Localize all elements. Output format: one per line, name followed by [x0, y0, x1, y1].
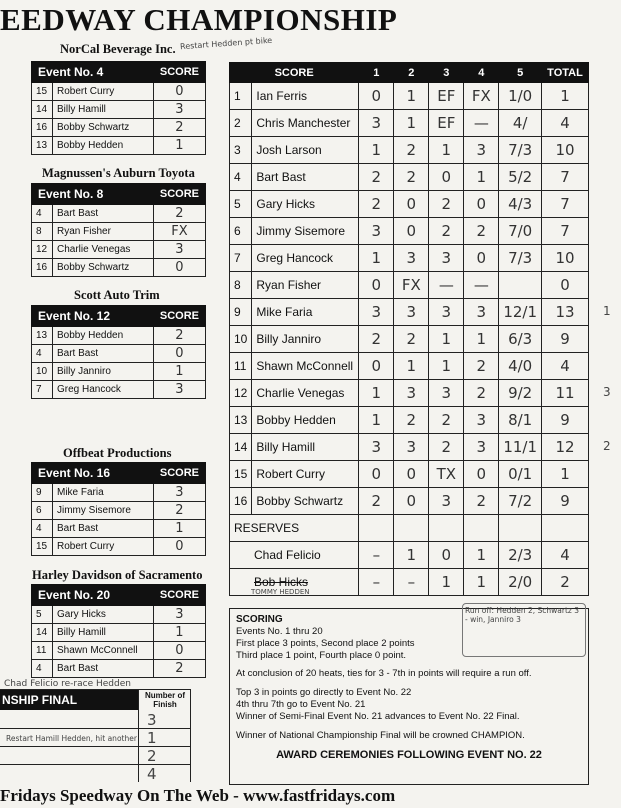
car-number: 4 — [32, 660, 53, 678]
heat-mark: 3 — [464, 299, 499, 326]
car-number: 16 — [32, 119, 53, 137]
table-row — [230, 110, 589, 137]
rider-name: Gary Hicks — [53, 606, 154, 624]
reserves-label: RESERVES — [230, 515, 359, 542]
scoring-line: Top 3 in points go directly to Event No. 22 — [236, 687, 412, 698]
heat-2-header: 2 — [394, 63, 429, 83]
table-row — [32, 205, 206, 223]
heat-mark: 4/0 — [499, 353, 542, 380]
rider-number: 12 — [230, 380, 252, 407]
score-mark: 0 — [153, 642, 205, 660]
heat-mark: 2 — [394, 164, 429, 191]
scoring-line: Winner of Semi-Final Event No. 21 advances to Event No. 22 Final. — [236, 711, 520, 722]
heat-mark: – — [394, 569, 429, 596]
rider-name: Billy Hamill — [53, 624, 154, 642]
finish-header: Number of Finish — [138, 690, 191, 711]
heat-mark: 0 — [359, 272, 394, 299]
total-mark: 4 — [542, 542, 589, 569]
heat-mark: 1 — [394, 542, 429, 569]
total-header: TOTAL — [542, 63, 589, 83]
heat-mark: 9/2 — [499, 380, 542, 407]
heat-mark: 2 — [464, 488, 499, 515]
table-row — [230, 218, 589, 245]
heat-mark: – — [359, 569, 394, 596]
car-number: 7 — [32, 381, 53, 399]
reserves-row — [230, 515, 589, 542]
rider-name: Billy Janniro — [252, 326, 359, 353]
table-row — [230, 407, 589, 434]
score-mark: 0 — [153, 83, 205, 101]
heat-mark: 0 — [464, 245, 499, 272]
heat-mark: 3 — [394, 434, 429, 461]
total-mark: 9 — [542, 407, 589, 434]
car-number: 11 — [32, 642, 53, 660]
heat-5-header: 5 — [499, 63, 542, 83]
table-row — [230, 245, 589, 272]
rider-name: Josh Larson — [252, 137, 359, 164]
rider-name: Bobby Hedden — [53, 327, 154, 345]
sponsor-event-16: Offbeat Productions — [63, 446, 172, 460]
rider-name: Bart Bast — [53, 520, 154, 538]
heat-mark: 6/3 — [499, 326, 542, 353]
heat-mark: 3 — [359, 299, 394, 326]
heat-mark: 1 — [359, 380, 394, 407]
table-row — [32, 520, 206, 538]
reserve-replacement-note: TOMMY HEDDEN — [251, 588, 310, 596]
rider-name: Greg Hancock — [252, 245, 359, 272]
finish-mark: 3 — [147, 711, 157, 729]
total-mark: 10 — [542, 245, 589, 272]
footer-url: Fridays Speedway On The Web - www.fastfridays.com — [0, 786, 396, 805]
heat-mark: 1 — [359, 245, 394, 272]
score-mark: 2 — [153, 502, 205, 520]
heat-mark: 1 — [429, 137, 464, 164]
rider-name: Mike Faria — [252, 299, 359, 326]
rider-name: Charlie Venegas — [252, 380, 359, 407]
sponsor-event-12: Scott Auto Trim — [74, 288, 160, 302]
table-row — [32, 259, 206, 277]
heat-mark: 0 — [359, 83, 394, 110]
scoring-line: Third place 1 point, Fourth place 0 point. — [236, 650, 407, 661]
rider-number: 7 — [230, 245, 252, 272]
rider-name: Ryan Fisher — [53, 223, 154, 241]
table-row — [230, 353, 589, 380]
heat-mark: 1 — [464, 542, 499, 569]
rider-number: 9 — [230, 299, 252, 326]
rider-name: Shawn McConnell — [252, 353, 359, 380]
heat-mark: 4/3 — [499, 191, 542, 218]
heat-3-header: 3 — [429, 63, 464, 83]
total-mark: 11 — [542, 380, 589, 407]
rider-name: Billy Hamill — [53, 101, 154, 119]
final-table — [0, 689, 191, 782]
total-mark: 9 — [542, 326, 589, 353]
score-mark: 0 — [153, 259, 205, 277]
event-16-table — [31, 462, 206, 556]
car-number: 9 — [32, 484, 53, 502]
sponsor-event-20: Harley Davidson of Sacramento — [32, 568, 203, 582]
heat-mark: 2 — [429, 218, 464, 245]
score-header: SCORE — [153, 306, 205, 327]
rider-number: 14 — [230, 434, 252, 461]
rider-number: 4 — [230, 164, 252, 191]
heat-mark: 0 — [394, 191, 429, 218]
total-mark: 10 — [542, 137, 589, 164]
table-row — [230, 137, 589, 164]
table-row — [230, 326, 589, 353]
heat-mark: 3 — [429, 380, 464, 407]
table-row — [230, 488, 589, 515]
table-row — [32, 363, 206, 381]
main-score-table — [229, 62, 589, 596]
finish-mark: 1 — [147, 729, 157, 747]
reserve-row — [230, 542, 589, 569]
rider-name: Billy Hamill — [252, 434, 359, 461]
heat-mark: 7/3 — [499, 137, 542, 164]
heat-mark: 3 — [464, 407, 499, 434]
side-position-mark: 2 — [603, 439, 611, 453]
score-header: SCORE — [153, 463, 205, 484]
rider-name: Bobby Hedden — [252, 407, 359, 434]
heat-mark: 0 — [464, 461, 499, 488]
car-number: 14 — [32, 624, 53, 642]
event-12-table — [31, 305, 206, 399]
rider-number: 15 — [230, 461, 252, 488]
score-mark: 0 — [153, 345, 205, 363]
heat-mark: 7/2 — [499, 488, 542, 515]
heat-mark: 12/1 — [499, 299, 542, 326]
score-mark: 3 — [153, 484, 205, 502]
score-mark: 1 — [153, 137, 205, 155]
score-header: SCORE — [153, 184, 205, 205]
table-row — [230, 434, 589, 461]
event-4-table — [31, 61, 206, 155]
rider-number: 16 — [230, 488, 252, 515]
total-mark: 13 — [542, 299, 589, 326]
heat-mark: 3 — [359, 110, 394, 137]
table-row — [230, 164, 589, 191]
score-mark: FX — [153, 223, 205, 241]
heat-mark: 2/3 — [499, 542, 542, 569]
heat-mark: EF — [429, 83, 464, 110]
car-number: 12 — [32, 241, 53, 259]
score-mark: 2 — [153, 660, 205, 678]
rider-name: Gary Hicks — [252, 191, 359, 218]
heat-mark: 7/0 — [499, 218, 542, 245]
heat-mark: 2 — [359, 164, 394, 191]
total-mark: 9 — [542, 488, 589, 515]
heat-mark: — — [429, 272, 464, 299]
table-row — [32, 381, 206, 399]
heat-mark: 1 — [429, 569, 464, 596]
heat-4-header: 4 — [464, 63, 499, 83]
total-mark: 12 — [542, 434, 589, 461]
scoring-line: 4th thru 7th go to Event No. 21 — [236, 699, 366, 710]
rider-name: Robert Curry — [252, 461, 359, 488]
total-mark: 2 — [542, 569, 589, 596]
score-mark: 3 — [153, 606, 205, 624]
heat-mark: 3 — [464, 137, 499, 164]
rider-name: Bart Bast — [53, 345, 154, 363]
heat-mark: 0/1 — [499, 461, 542, 488]
heat-mark: 1/0 — [499, 83, 542, 110]
rider-number: 10 — [230, 326, 252, 353]
total-mark: 1 — [542, 461, 589, 488]
score-mark: 0 — [153, 538, 205, 556]
rider-name: Ryan Fisher — [252, 272, 359, 299]
score-mark: 3 — [153, 381, 205, 399]
car-number: 4 — [32, 205, 53, 223]
table-row — [32, 642, 206, 660]
heat-mark: 2 — [429, 407, 464, 434]
table-row — [32, 624, 206, 642]
rider-name: Bart Bast — [53, 205, 154, 223]
heat-mark: EF — [429, 110, 464, 137]
reserve-name: Bob Hicks — [230, 569, 359, 596]
heat-mark: FX — [464, 83, 499, 110]
table-row — [230, 299, 589, 326]
score-mark: 2 — [153, 327, 205, 345]
total-mark: 1 — [542, 83, 589, 110]
heat-mark: 2/0 — [499, 569, 542, 596]
table-row — [230, 83, 589, 110]
car-number: 13 — [32, 327, 53, 345]
heat-mark: 3 — [394, 299, 429, 326]
table-row — [32, 223, 206, 241]
scoring-line: Events No. 1 thru 20 — [236, 626, 323, 637]
rider-number: 3 — [230, 137, 252, 164]
sponsor-event-4: NorCal Beverage Inc. — [60, 42, 176, 56]
heat-mark: 0 — [464, 191, 499, 218]
heat-mark: 2 — [464, 218, 499, 245]
rider-name: Robert Curry — [53, 538, 154, 556]
table-row — [32, 83, 206, 101]
rider-name: Mike Faria — [53, 484, 154, 502]
heat-mark: 1 — [429, 326, 464, 353]
side-position-mark: 3 — [603, 385, 611, 399]
score-mark: 3 — [153, 241, 205, 259]
rider-name: Bobby Schwartz — [252, 488, 359, 515]
heat-mark: — — [464, 110, 499, 137]
rider-name: Bobby Schwartz — [53, 259, 154, 277]
award-ceremonies: AWARD CEREMONIES FOLLOWING EVENT NO. 22 — [276, 749, 542, 761]
heat-mark: 0 — [429, 164, 464, 191]
heat-mark: 1 — [394, 353, 429, 380]
event-4-header: Event No. 4 — [32, 62, 154, 83]
heat-mark: 1 — [464, 164, 499, 191]
heat-mark: 0 — [359, 353, 394, 380]
rider-number: 11 — [230, 353, 252, 380]
heat-mark: 2 — [359, 191, 394, 218]
rider-number: 2 — [230, 110, 252, 137]
car-number: 15 — [32, 83, 53, 101]
heat-mark: 11/1 — [499, 434, 542, 461]
heat-mark: 3 — [359, 218, 394, 245]
heat-mark: 3 — [429, 488, 464, 515]
table-row — [230, 380, 589, 407]
side-position-mark: 1 — [603, 304, 611, 318]
reserve-name: Chad Felicio — [230, 542, 359, 569]
rider-name: Ian Ferris — [252, 83, 359, 110]
event-8-table — [31, 183, 206, 277]
heat-mark: 8/1 — [499, 407, 542, 434]
finish-mark: 2 — [147, 747, 157, 765]
event-8-header: Event No. 8 — [32, 184, 154, 205]
score-mark: 1 — [153, 363, 205, 381]
heat-mark: 2 — [394, 407, 429, 434]
score-mark: 1 — [153, 624, 205, 642]
total-mark: 4 — [542, 353, 589, 380]
score-mark: 2 — [153, 205, 205, 223]
table-row — [32, 345, 206, 363]
heat-mark: 5/2 — [499, 164, 542, 191]
car-number: 13 — [32, 137, 53, 155]
table-row — [32, 538, 206, 556]
heat-mark: 0 — [394, 461, 429, 488]
heat-mark: 1 — [359, 137, 394, 164]
score-header: SCORE — [230, 63, 359, 83]
final-restart-note: Restart Hamill Hedden, hit another — [6, 734, 137, 743]
rider-name: Shawn McConnell — [53, 642, 154, 660]
final-handwritten-note: Chad Felicio re-race Hedden — [4, 679, 131, 689]
score-mark: 1 — [153, 520, 205, 538]
heat-mark: 4/ — [499, 110, 542, 137]
heat-mark: 0 — [394, 218, 429, 245]
car-number: 4 — [32, 520, 53, 538]
score-mark: 2 — [153, 119, 205, 137]
table-row — [32, 119, 206, 137]
heat-mark: TX — [429, 461, 464, 488]
table-row — [32, 137, 206, 155]
heat-mark: 1 — [394, 83, 429, 110]
rider-number: 8 — [230, 272, 252, 299]
rider-number: 13 — [230, 407, 252, 434]
event-16-header: Event No. 16 — [32, 463, 154, 484]
rider-number: 1 — [230, 83, 252, 110]
heat-mark: 1 — [464, 569, 499, 596]
car-number: 6 — [32, 502, 53, 520]
rider-name: Greg Hancock — [53, 381, 154, 399]
heat-mark: 2 — [464, 353, 499, 380]
table-row — [32, 660, 206, 678]
table-row — [32, 241, 206, 259]
heat-mark: 1 — [359, 407, 394, 434]
heat-mark: 3 — [429, 245, 464, 272]
event-12-header: Event No. 12 — [32, 306, 154, 327]
total-mark: 0 — [542, 272, 589, 299]
heat-mark: 1 — [429, 353, 464, 380]
scoring-line: First place 3 points, Second place 2 points — [236, 638, 415, 649]
table-row — [230, 272, 589, 299]
heat-mark: 3 — [394, 380, 429, 407]
heat-mark: — — [464, 272, 499, 299]
heat-mark: 2 — [394, 326, 429, 353]
total-mark: 7 — [542, 218, 589, 245]
table-row — [32, 101, 206, 119]
heat-mark — [499, 272, 542, 299]
heat-mark: – — [359, 542, 394, 569]
heat-mark: 2 — [394, 137, 429, 164]
heat-mark: 0 — [429, 542, 464, 569]
car-number: 4 — [32, 345, 53, 363]
car-number: 8 — [32, 223, 53, 241]
rider-name: Charlie Venegas — [53, 241, 154, 259]
car-number: 5 — [32, 606, 53, 624]
scoring-heading: SCORING — [236, 614, 283, 625]
finish-column — [138, 710, 191, 782]
table-row — [230, 191, 589, 218]
page-title: EEDWAY CHAMPIONSHIP — [0, 2, 398, 37]
heat-mark: 2 — [359, 488, 394, 515]
car-number: 16 — [32, 259, 53, 277]
heat-mark: 3 — [359, 434, 394, 461]
rider-name: Bart Bast — [53, 660, 154, 678]
heat-mark: 7/3 — [499, 245, 542, 272]
finish-mark: 4 — [147, 765, 157, 783]
score-header: SCORE — [153, 62, 205, 83]
heat-mark: 2 — [359, 326, 394, 353]
heat-1-header: 1 — [359, 63, 394, 83]
handwritten-note-top: Restart Hedden pt bike — [179, 35, 273, 52]
heat-mark: 3 — [394, 245, 429, 272]
rider-name: Bobby Hedden — [53, 137, 154, 155]
heat-mark: 1 — [394, 110, 429, 137]
score-header: SCORE — [153, 585, 205, 606]
rider-name: Jimmy Sisemore — [252, 218, 359, 245]
rider-number: 5 — [230, 191, 252, 218]
car-number: 14 — [32, 101, 53, 119]
rider-name: Billy Janniro — [53, 363, 154, 381]
rider-name: Bobby Schwartz — [53, 119, 154, 137]
heat-mark: 0 — [394, 488, 429, 515]
rider-name: Robert Curry — [53, 83, 154, 101]
table-row — [32, 484, 206, 502]
sponsor-event-8: Magnussen's Auburn Toyota — [42, 166, 195, 180]
score-mark: 3 — [153, 101, 205, 119]
event-20-table — [31, 584, 206, 678]
total-mark: 4 — [542, 110, 589, 137]
final-header: NSHIP FINAL — [0, 690, 138, 710]
runoff-handwritten-note: Run off: Hedden 2, Schwartz 3 - win, Janniro 3 — [462, 603, 586, 657]
heat-mark: 2 — [429, 434, 464, 461]
car-number: 15 — [32, 538, 53, 556]
heat-mark: 1 — [464, 326, 499, 353]
table-row — [32, 606, 206, 624]
heat-mark: 2 — [464, 380, 499, 407]
table-row — [32, 502, 206, 520]
rider-name: Bart Bast — [252, 164, 359, 191]
table-row — [230, 461, 589, 488]
car-number: 10 — [32, 363, 53, 381]
total-mark: 7 — [542, 164, 589, 191]
heat-mark: 3 — [429, 299, 464, 326]
heat-mark: FX — [394, 272, 429, 299]
scoring-runoff: At conclusion of 20 heats, ties for 3 - 7th in points will require a run off. — [236, 668, 532, 679]
scoring-champion: Winner of National Championship Final will be crowned CHAMPION. — [236, 730, 525, 741]
heat-mark: 2 — [429, 191, 464, 218]
rider-number: 6 — [230, 218, 252, 245]
rider-name: Jimmy Sisemore — [53, 502, 154, 520]
table-row — [32, 327, 206, 345]
event-20-header: Event No. 20 — [32, 585, 154, 606]
rider-name: Chris Manchester — [252, 110, 359, 137]
heat-mark: 0 — [359, 461, 394, 488]
total-mark: 7 — [542, 191, 589, 218]
heat-mark: 3 — [464, 434, 499, 461]
